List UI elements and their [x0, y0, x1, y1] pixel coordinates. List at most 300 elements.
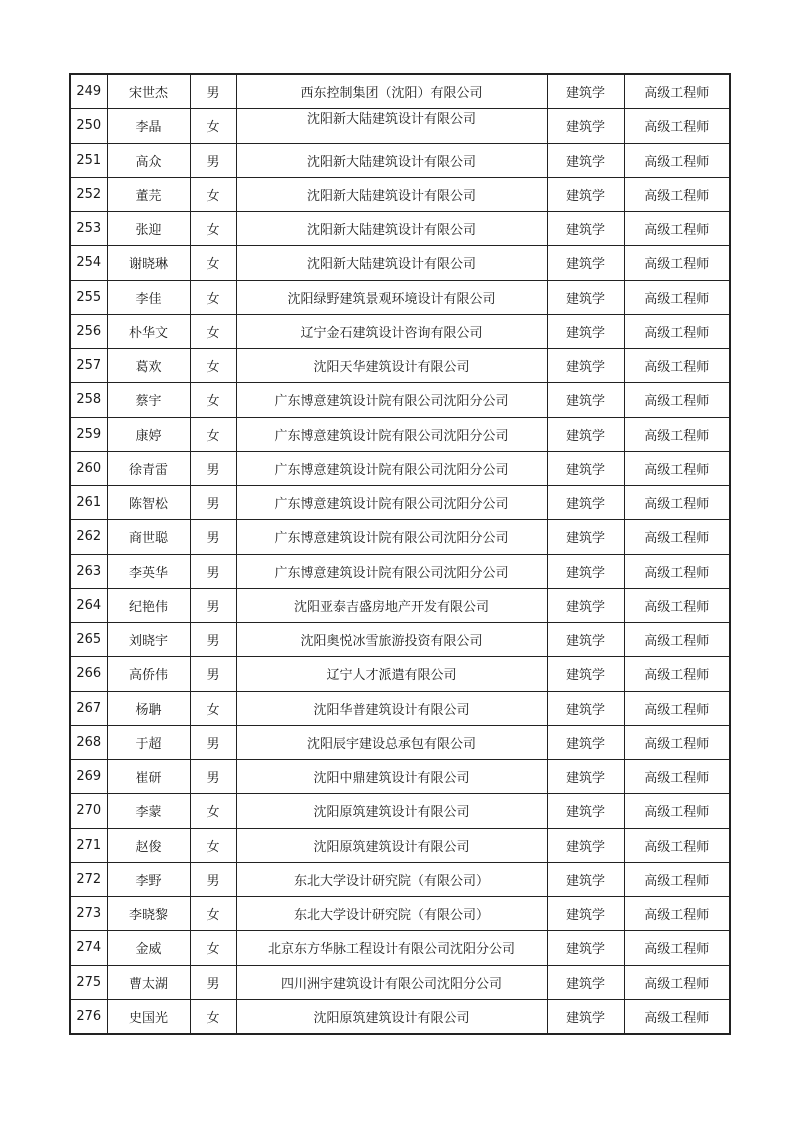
cell-sex — [190, 691, 236, 725]
cell-title-text: 高级工程师 — [644, 1010, 710, 1026]
cell-title — [624, 862, 730, 896]
cell-major — [547, 760, 624, 794]
cell-sex — [190, 280, 236, 314]
cell-major-text: 建筑学 — [565, 531, 605, 547]
cell-unit — [236, 383, 547, 417]
cell-major-text: 建筑学 — [565, 462, 605, 478]
cell-major — [547, 177, 624, 211]
cell-title — [624, 999, 730, 1034]
cell-major — [547, 794, 624, 828]
cell-unit-text: 沈阳新大陆建筑设计有限公司 — [306, 257, 476, 273]
cell-major-text: 建筑学 — [565, 188, 605, 204]
table-row — [70, 417, 730, 451]
cell-unit-text: 沈阳中鼎建筑设计有限公司 — [313, 771, 470, 787]
cell-sex-text: 男 — [206, 565, 220, 581]
cell-title-text: 高级工程师 — [644, 908, 710, 924]
cell-major-text: 建筑学 — [565, 257, 605, 273]
cell-no — [70, 760, 107, 794]
cell-sex — [190, 588, 236, 622]
cell-unit — [236, 965, 547, 999]
cell-unit-text: 广东博意建筑设计院有限公司沈阳分公司 — [274, 428, 509, 444]
cell-title-text: 高级工程师 — [644, 531, 710, 547]
cell-no — [70, 520, 107, 554]
cell-name — [107, 691, 190, 725]
cell-unit — [236, 417, 547, 451]
cell-major-text: 建筑学 — [565, 86, 605, 102]
cell-no-text: 253 — [76, 221, 102, 237]
cell-title — [624, 965, 730, 999]
cell-major — [547, 74, 624, 109]
cell-name-text: 张迎 — [135, 223, 162, 239]
cell-major — [547, 828, 624, 862]
cell-unit — [236, 554, 547, 588]
cell-no-text: 275 — [76, 974, 102, 990]
cell-no — [70, 177, 107, 211]
cell-no — [70, 143, 107, 177]
cell-unit — [236, 657, 547, 691]
table-row — [70, 520, 730, 554]
cell-major-text: 建筑学 — [565, 428, 605, 444]
cell-no-text: 254 — [76, 255, 102, 271]
cell-major-text: 建筑学 — [565, 599, 605, 615]
cell-title-text: 高级工程师 — [644, 360, 710, 376]
cell-no — [70, 999, 107, 1034]
table-row — [70, 623, 730, 657]
cell-no — [70, 965, 107, 999]
cell-major-text: 建筑学 — [565, 736, 605, 752]
cell-name-text: 李蒙 — [135, 805, 162, 821]
cell-title — [624, 897, 730, 931]
cell-sex — [190, 999, 236, 1034]
cell-major — [547, 280, 624, 314]
cell-name-text: 陈智松 — [128, 497, 168, 513]
table-row — [70, 177, 730, 211]
cell-name-text: 刘晓宇 — [128, 634, 168, 650]
cell-sex — [190, 246, 236, 280]
cell-name — [107, 588, 190, 622]
cell-name-text: 杨聃 — [135, 702, 162, 718]
cell-sex-text: 女 — [206, 908, 220, 924]
cell-unit-text: 沈阳亚泰吉盛房地产开发有限公司 — [293, 599, 489, 615]
cell-title-text: 高级工程师 — [644, 771, 710, 787]
cell-name — [107, 554, 190, 588]
cell-unit-text: 广东博意建筑设计院有限公司沈阳分公司 — [274, 394, 509, 410]
cell-name — [107, 486, 190, 520]
cell-unit-text: 广东博意建筑设计院有限公司沈阳分公司 — [274, 531, 509, 547]
table-row — [70, 965, 730, 999]
cell-name — [107, 314, 190, 348]
cell-no-text: 272 — [76, 871, 102, 887]
cell-sex-text: 男 — [206, 531, 220, 547]
cell-title-text: 高级工程师 — [644, 428, 710, 444]
cell-sex — [190, 965, 236, 999]
cell-title — [624, 177, 730, 211]
cell-title — [624, 828, 730, 862]
cell-sex — [190, 74, 236, 109]
cell-unit — [236, 794, 547, 828]
cell-title-text: 高级工程师 — [644, 942, 710, 958]
cell-title — [624, 623, 730, 657]
cell-name-text: 于超 — [135, 736, 162, 752]
cell-sex — [190, 314, 236, 348]
cell-no-text: 264 — [76, 597, 102, 613]
cell-major — [547, 897, 624, 931]
cell-unit — [236, 280, 547, 314]
cell-name-text: 蔡宇 — [135, 394, 162, 410]
table-row — [70, 349, 730, 383]
cell-unit-text: 沈阳新大陆建筑设计有限公司 — [306, 223, 476, 239]
cell-name-text: 葛欢 — [135, 360, 162, 376]
cell-major — [547, 383, 624, 417]
cell-major-text: 建筑学 — [565, 394, 605, 410]
cell-no — [70, 417, 107, 451]
cell-unit-text: 广东博意建筑设计院有限公司沈阳分公司 — [274, 462, 509, 478]
cell-no-text: 271 — [76, 837, 102, 853]
cell-unit-text: 沈阳原筑建筑设计有限公司 — [313, 839, 470, 855]
cell-sex — [190, 657, 236, 691]
cell-name — [107, 212, 190, 246]
cell-major — [547, 486, 624, 520]
cell-sex — [190, 828, 236, 862]
cell-no — [70, 794, 107, 828]
cell-major — [547, 965, 624, 999]
cell-name — [107, 931, 190, 965]
cell-no — [70, 451, 107, 485]
cell-major-text: 建筑学 — [565, 634, 605, 650]
cell-major — [547, 862, 624, 896]
cell-major — [547, 109, 624, 143]
cell-title — [624, 109, 730, 143]
cell-name — [107, 74, 190, 109]
cell-title-text: 高级工程师 — [644, 223, 710, 239]
cell-sex-text: 女 — [206, 805, 220, 821]
cell-unit-text: 沈阳新大陆建筑设计有限公司 — [306, 188, 476, 204]
table-row — [70, 246, 730, 280]
cell-title-text: 高级工程师 — [644, 634, 710, 650]
cell-name-text: 赵俊 — [135, 839, 162, 855]
cell-sex — [190, 451, 236, 485]
cell-major-text: 建筑学 — [565, 325, 605, 341]
cell-no — [70, 246, 107, 280]
cell-major-text: 建筑学 — [565, 839, 605, 855]
table-row — [70, 760, 730, 794]
cell-unit-text: 沈阳原筑建筑设计有限公司 — [313, 805, 470, 821]
cell-title-text: 高级工程师 — [644, 976, 710, 992]
table-row — [70, 280, 730, 314]
cell-unit — [236, 897, 547, 931]
table-row — [70, 999, 730, 1034]
cell-title — [624, 725, 730, 759]
cell-no — [70, 623, 107, 657]
cell-name — [107, 417, 190, 451]
cell-title-text: 高级工程师 — [644, 462, 710, 478]
cell-major-text: 建筑学 — [565, 805, 605, 821]
cell-unit — [236, 349, 547, 383]
cell-title-text: 高级工程师 — [644, 702, 710, 718]
cell-unit-text: 广东博意建筑设计院有限公司沈阳分公司 — [274, 565, 509, 581]
cell-major — [547, 349, 624, 383]
cell-name — [107, 862, 190, 896]
cell-unit — [236, 177, 547, 211]
cell-sex — [190, 486, 236, 520]
cell-sex — [190, 725, 236, 759]
cell-title-text: 高级工程师 — [644, 599, 710, 615]
cell-name-text: 李野 — [135, 873, 162, 889]
cell-major — [547, 931, 624, 965]
cell-title-text: 高级工程师 — [644, 805, 710, 821]
cell-name — [107, 109, 190, 143]
cell-title-text: 高级工程师 — [644, 873, 710, 889]
cell-title — [624, 794, 730, 828]
cell-major — [547, 623, 624, 657]
cell-name-text: 徐青雷 — [128, 462, 168, 478]
cell-name — [107, 451, 190, 485]
cell-major-text: 建筑学 — [565, 942, 605, 958]
cell-name — [107, 897, 190, 931]
cell-major — [547, 143, 624, 177]
cell-no — [70, 828, 107, 862]
cell-name-text: 董芫 — [135, 188, 162, 204]
table-row — [70, 314, 730, 348]
cell-sex-text: 女 — [206, 325, 220, 341]
table-row — [70, 725, 730, 759]
cell-no-text: 250 — [76, 118, 102, 134]
cell-no — [70, 349, 107, 383]
cell-sex-text: 男 — [206, 462, 220, 478]
cell-unit — [236, 246, 547, 280]
cell-unit-text: 沈阳奥悦冰雪旅游投资有限公司 — [300, 634, 483, 650]
cell-title — [624, 931, 730, 965]
cell-no-text: 262 — [76, 529, 102, 545]
cell-unit-text: 西东控制集团（沈阳）有限公司 — [300, 86, 483, 102]
cell-sex — [190, 349, 236, 383]
cell-sex — [190, 177, 236, 211]
cell-major-text: 建筑学 — [565, 668, 605, 684]
cell-no-text: 256 — [76, 323, 102, 339]
cell-title — [624, 349, 730, 383]
cell-title — [624, 451, 730, 485]
cell-unit-text: 辽宁金石建筑设计咨询有限公司 — [300, 325, 483, 341]
cell-major-text: 建筑学 — [565, 702, 605, 718]
cell-no-text: 265 — [76, 632, 102, 648]
cell-no — [70, 588, 107, 622]
cell-sex-text: 男 — [206, 599, 220, 615]
cell-name — [107, 794, 190, 828]
cell-sex-text: 男 — [206, 873, 220, 889]
cell-name-text: 李英华 — [128, 565, 168, 581]
cell-name-text: 李晶 — [135, 120, 162, 136]
cell-sex-text: 女 — [206, 839, 220, 855]
cell-unit-text: 沈阳原筑建筑设计有限公司 — [313, 1010, 470, 1026]
cell-title — [624, 143, 730, 177]
table-row — [70, 451, 730, 485]
cell-name-text: 谢晓琳 — [128, 257, 168, 273]
cell-no — [70, 314, 107, 348]
cell-no-text: 267 — [76, 700, 102, 716]
cell-title — [624, 246, 730, 280]
cell-sex — [190, 623, 236, 657]
cell-no-text: 257 — [76, 358, 102, 374]
cell-title — [624, 657, 730, 691]
cell-unit — [236, 691, 547, 725]
cell-title — [624, 417, 730, 451]
cell-no — [70, 486, 107, 520]
cell-title-text: 高级工程师 — [644, 497, 710, 513]
cell-title-text: 高级工程师 — [644, 839, 710, 855]
cell-major-text: 建筑学 — [565, 565, 605, 581]
cell-name-text: 朴华文 — [128, 325, 168, 341]
cell-name-text: 李晓黎 — [128, 908, 168, 924]
cell-unit-text: 沈阳华普建筑设计有限公司 — [313, 702, 470, 718]
cell-sex-text: 女 — [206, 942, 220, 958]
cell-major — [547, 588, 624, 622]
cell-no-text: 260 — [76, 460, 102, 476]
cell-sex-text: 女 — [206, 257, 220, 273]
table-row — [70, 212, 730, 246]
cell-title-text: 高级工程师 — [644, 565, 710, 581]
cell-sex — [190, 897, 236, 931]
cell-no-text: 273 — [76, 906, 102, 922]
cell-no — [70, 931, 107, 965]
cell-unit — [236, 143, 547, 177]
cell-unit-text: 辽宁人才派遣有限公司 — [326, 668, 457, 684]
cell-sex — [190, 931, 236, 965]
cell-no — [70, 74, 107, 109]
cell-sex-text: 男 — [206, 736, 220, 752]
cell-title — [624, 383, 730, 417]
cell-unit-text: 沈阳天华建筑设计有限公司 — [313, 360, 470, 376]
cell-major — [547, 520, 624, 554]
cell-unit-text: 四川洲宇建筑设计有限公司沈阳分公司 — [280, 976, 502, 992]
cell-name-text: 宋世杰 — [128, 86, 168, 102]
cell-name-text: 高众 — [135, 154, 162, 170]
cell-unit-text: 广东博意建筑设计院有限公司沈阳分公司 — [274, 497, 509, 513]
table-row — [70, 143, 730, 177]
cell-unit — [236, 451, 547, 485]
cell-title — [624, 554, 730, 588]
cell-unit — [236, 862, 547, 896]
cell-name — [107, 280, 190, 314]
cell-name — [107, 520, 190, 554]
cell-name — [107, 760, 190, 794]
table-row — [70, 794, 730, 828]
cell-title-text: 高级工程师 — [644, 394, 710, 410]
cell-no-text: 269 — [76, 769, 102, 785]
cell-unit-text: 沈阳绿野建筑景观环境设计有限公司 — [287, 291, 496, 307]
table-row — [70, 554, 730, 588]
cell-sex-text: 女 — [206, 223, 220, 239]
cell-no — [70, 109, 107, 143]
cell-no — [70, 280, 107, 314]
cell-title — [624, 588, 730, 622]
cell-major — [547, 246, 624, 280]
cell-title-text: 高级工程师 — [644, 188, 710, 204]
cell-sex-text: 男 — [206, 154, 220, 170]
personnel-table — [69, 73, 731, 1035]
cell-sex-text: 男 — [206, 976, 220, 992]
cell-title-text: 高级工程师 — [644, 736, 710, 752]
cell-unit — [236, 931, 547, 965]
cell-unit — [236, 520, 547, 554]
cell-major-text: 建筑学 — [565, 976, 605, 992]
cell-unit — [236, 212, 547, 246]
cell-sex-text: 女 — [206, 120, 220, 136]
cell-major — [547, 691, 624, 725]
cell-no-text: 259 — [76, 426, 102, 442]
cell-unit — [236, 314, 547, 348]
cell-title — [624, 760, 730, 794]
cell-no-text: 268 — [76, 734, 102, 750]
cell-sex — [190, 520, 236, 554]
cell-no-text: 261 — [76, 495, 102, 511]
cell-sex-text: 男 — [206, 497, 220, 513]
cell-name-text: 康婷 — [135, 428, 162, 444]
cell-no-text: 255 — [76, 289, 102, 305]
cell-sex — [190, 760, 236, 794]
cell-major-text: 建筑学 — [565, 771, 605, 787]
table-row — [70, 588, 730, 622]
cell-title-text: 高级工程师 — [644, 668, 710, 684]
cell-major-text: 建筑学 — [565, 1010, 605, 1026]
table-row — [70, 74, 730, 109]
cell-unit — [236, 999, 547, 1034]
cell-major — [547, 417, 624, 451]
cell-major-text: 建筑学 — [565, 360, 605, 376]
cell-no — [70, 212, 107, 246]
cell-sex — [190, 109, 236, 143]
cell-name — [107, 657, 190, 691]
table-row — [70, 109, 730, 143]
cell-unit-text: 东北大学设计研究院（有限公司） — [293, 873, 489, 889]
cell-name — [107, 383, 190, 417]
cell-title-text: 高级工程师 — [644, 291, 710, 307]
cell-sex-text: 男 — [206, 86, 220, 102]
cell-sex-text: 女 — [206, 702, 220, 718]
cell-name — [107, 349, 190, 383]
cell-major-text: 建筑学 — [565, 120, 605, 136]
cell-no-text: 258 — [76, 392, 102, 408]
cell-sex-text: 女 — [206, 188, 220, 204]
cell-no — [70, 554, 107, 588]
cell-no — [70, 862, 107, 896]
cell-sex-text: 男 — [206, 771, 220, 787]
cell-name — [107, 828, 190, 862]
cell-unit — [236, 74, 547, 109]
cell-no — [70, 383, 107, 417]
table-row — [70, 657, 730, 691]
cell-sex — [190, 417, 236, 451]
cell-no-text: 251 — [76, 152, 102, 168]
cell-name — [107, 623, 190, 657]
cell-major — [547, 657, 624, 691]
cell-unit — [236, 828, 547, 862]
cell-sex-text: 女 — [206, 428, 220, 444]
cell-sex — [190, 554, 236, 588]
cell-title — [624, 486, 730, 520]
cell-title — [624, 314, 730, 348]
cell-major-text: 建筑学 — [565, 223, 605, 239]
cell-major — [547, 451, 624, 485]
cell-sex — [190, 383, 236, 417]
table-row — [70, 383, 730, 417]
cell-title — [624, 74, 730, 109]
cell-no-text: 276 — [76, 1008, 102, 1024]
cell-name-text: 商世聪 — [128, 531, 168, 547]
cell-unit-text: 北京东方华脉工程设计有限公司沈阳分公司 — [267, 942, 515, 958]
cell-major — [547, 999, 624, 1034]
table-body — [70, 74, 730, 1034]
cell-no-text: 270 — [76, 803, 102, 819]
